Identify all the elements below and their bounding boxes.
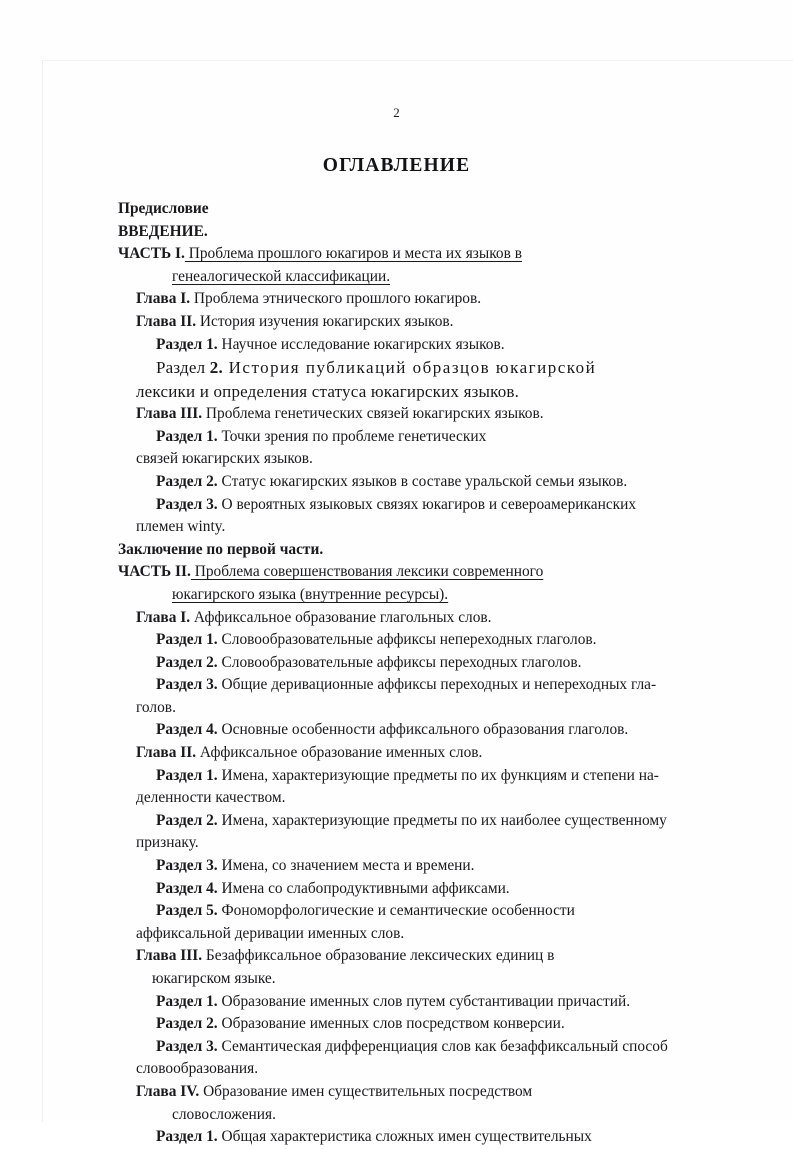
toc-entry-text: Словообразовательные аффиксы непереходных глаголов. — [217, 631, 597, 649]
toc-entry-p1-ch2-section-2 — [0, 356, 793, 380]
toc-entry-label: Глава II. — [136, 744, 197, 762]
toc-entry-label: Раздел 2. — [156, 472, 218, 490]
toc-entry-text: Образование именных слов посредством конверсии. — [217, 1015, 565, 1033]
toc-entry-p2-ch2-section-1 — [0, 765, 793, 788]
toc-entry-p2-chapter-3-continuation — [0, 968, 793, 991]
toc-entry-text: генеалогической классификации. — [172, 267, 391, 285]
toc-entry-p2-ch2-section-2-continuation — [0, 832, 793, 855]
toc-entry-preface — [0, 198, 793, 221]
toc-entry-introduction — [0, 221, 793, 244]
toc-entry-text: юкагирского языка (внутренние ресурсы). — [172, 585, 449, 603]
toc-entry-p2-chapter-2 — [0, 742, 793, 765]
toc-entry-label: Раздел 3. — [156, 676, 218, 694]
toc-entry-p2-ch2-section-1-continuation — [0, 787, 793, 810]
toc-entry-text: Общая характеристика сложных имен существительных — [217, 1128, 592, 1146]
toc-entry-text: Образование именных слов путем субстантивации причастий. — [217, 992, 631, 1010]
toc-entry-p2-chapter-3 — [0, 945, 793, 968]
toc-entry-text: Аффиксальное образование именных слов. — [196, 744, 483, 762]
toc-entry-p1-ch2-section-2-continuation — [0, 380, 793, 404]
toc-entry-text: связей юкагирских языков. — [136, 450, 313, 468]
toc-entry-conclusion-part-1 — [0, 539, 793, 562]
toc-entry-text: Проблема прошлого юкагиров и места их языков в — [184, 245, 522, 263]
toc-entry-text: деленности качеством. — [136, 789, 286, 807]
toc-entry-p1-ch3-section-3-continuation — [0, 516, 793, 539]
toc-entry-p2-ch1-section-3-continuation — [0, 697, 793, 720]
toc-entry-label: Предисловие — [118, 200, 209, 217]
toc-entry-label: Глава II. — [136, 312, 197, 330]
toc-entry-p2-ch2-section-5-continuation — [0, 923, 793, 946]
toc-entry-text: словообразования. — [136, 1060, 259, 1078]
toc-entry-part-1-continuation — [0, 266, 793, 289]
toc-entry-text: Общие деривационные аффиксы переходных и непереходных гла- — [217, 676, 657, 694]
toc-entry-p1-ch2-section-1 — [0, 334, 793, 357]
toc-entry-label: Раздел — [156, 358, 206, 378]
page-title: ОГЛАВЛЕНИЕ — [322, 155, 471, 176]
toc-entry-text: признаку. — [136, 834, 199, 852]
toc-entry-p2-chapter-1 — [0, 607, 793, 630]
table-of-contents — [0, 198, 793, 1149]
toc-entry-text: Основные особенности аффиксального образования глаголов. — [217, 721, 629, 739]
toc-entry-label: Раздел 4. — [156, 879, 218, 897]
toc-entry-p2-ch2-section-4 — [0, 878, 793, 901]
toc-entry-p1-ch3-section-3 — [0, 494, 793, 517]
toc-entry-text: лексики и определения статуса юкагирских языков. — [136, 381, 520, 401]
toc-entry-text: Точки зрения по проблеме генетических — [217, 427, 487, 445]
toc-entry-label: ЧАСТЬ I. — [118, 245, 185, 263]
toc-entry-p2-ch3-section-2 — [0, 1013, 793, 1036]
toc-entry-text: Фономорфологические и семантические особенности — [217, 902, 575, 920]
toc-entry-text: Аффиксальное образование глагольных слов. — [190, 608, 492, 626]
toc-entry-p2-ch3-section-3 — [0, 1036, 793, 1059]
toc-entry-text: Статус юкагирских языков в составе уральской семьи языков. — [217, 472, 628, 490]
toc-entry-p1-ch3-section-2 — [0, 471, 793, 494]
toc-entry-part-2 — [0, 561, 793, 584]
toc-entry-p2-ch1-section-3 — [0, 674, 793, 697]
toc-entry-label: Глава IV. — [136, 1082, 200, 1100]
toc-entry-p2-ch4-section-1 — [0, 1126, 793, 1149]
toc-entry-label: Заключение по первой части. — [118, 540, 324, 558]
toc-entry-p2-ch2-section-2 — [0, 810, 793, 833]
toc-entry-label: Раздел 1. — [156, 766, 218, 784]
toc-entry-text: Проблема этнического прошлого юкагиров. — [190, 290, 482, 308]
toc-entry-p2-ch1-section-1 — [0, 629, 793, 652]
toc-entry-label: Раздел 1. — [156, 427, 218, 445]
toc-entry-text: История изучения юкагирских языков. — [196, 312, 454, 330]
toc-entry-label: Раздел 3. — [156, 857, 218, 875]
toc-entry-label: Раздел 1. — [156, 335, 218, 353]
toc-entry-label: ВВЕДЕНИЕ. — [118, 222, 208, 240]
page-number: 2 — [393, 105, 400, 120]
toc-entry-label: Раздел 1. — [156, 992, 218, 1010]
toc-entry-text: История публикаций образцов юкагирской — [222, 358, 597, 378]
toc-entry-number: 2. — [205, 358, 223, 378]
toc-entry-text: Имена, характеризующие предметы по их функциям и степени на- — [217, 766, 659, 784]
toc-entry-p1-chapter-3 — [0, 403, 793, 426]
toc-entry-text: племен winty. — [136, 518, 226, 536]
toc-entry-p2-ch1-section-2 — [0, 652, 793, 675]
toc-entry-label: Раздел 3. — [156, 1037, 218, 1055]
toc-entry-p2-ch3-section-1 — [0, 991, 793, 1014]
toc-entry-p1-chapter-2 — [0, 311, 793, 334]
toc-entry-p1-ch3-section-1 — [0, 426, 793, 449]
toc-entry-label: Глава I. — [136, 608, 191, 626]
toc-entry-text: Имена, со значением места и времени. — [217, 857, 475, 875]
toc-entry-text: Проблема генетических связей юкагирских языков. — [202, 405, 544, 423]
toc-entry-text: Словообразовательные аффиксы переходных глаголов. — [217, 653, 582, 671]
toc-entry-label: Глава I. — [136, 290, 191, 308]
toc-entry-text: голов. — [136, 698, 176, 716]
toc-entry-label: Раздел 2. — [156, 1015, 218, 1033]
toc-entry-p2-ch2-section-3 — [0, 855, 793, 878]
toc-entry-text: Безаффиксальное образование лексических единиц в — [202, 947, 555, 965]
toc-entry-text: аффиксальной деривации именных слов. — [136, 924, 405, 942]
toc-entry-label: Раздел 1. — [156, 1128, 218, 1146]
toc-entry-p1-chapter-1 — [0, 288, 793, 311]
toc-entry-label: ЧАСТЬ II. — [118, 563, 191, 581]
toc-entry-text: юкагирском языке. — [152, 970, 276, 987]
toc-entry-part-2-continuation — [0, 584, 793, 607]
toc-entry-text: Имена со слабопродуктивными аффиксами. — [217, 879, 510, 897]
toc-entry-p2-chapter-4 — [0, 1081, 793, 1104]
toc-entry-p2-ch1-section-4 — [0, 719, 793, 742]
toc-entry-part-1 — [0, 243, 793, 266]
toc-entry-label: Глава III. — [136, 947, 203, 965]
toc-entry-text: Семантическая дифференциация слов как безаффиксальный способ — [217, 1037, 668, 1055]
toc-entry-text: О вероятных языковых связях юкагиров и североамериканских — [217, 495, 637, 513]
toc-entry-text: словосложения. — [172, 1105, 276, 1123]
toc-entry-label: Раздел 5. — [156, 902, 218, 920]
toc-entry-p2-chapter-4-continuation — [0, 1104, 793, 1127]
toc-entry-label: Раздел 1. — [156, 631, 218, 649]
toc-entry-p2-ch3-section-3-continuation — [0, 1058, 793, 1081]
toc-entry-label: Раздел 4. — [156, 721, 218, 739]
toc-entry-p2-ch2-section-5 — [0, 900, 793, 923]
toc-entry-label: Раздел 3. — [156, 495, 218, 513]
scan-edge-top — [42, 60, 793, 61]
toc-entry-label: Глава III. — [136, 405, 203, 423]
toc-entry-text: Проблема совершенствования лексики современного — [190, 563, 544, 581]
toc-entry-label: Раздел 2. — [156, 653, 218, 671]
toc-entry-label: Раздел 2. — [156, 811, 218, 829]
toc-entry-text: Имена, характеризующие предметы по их наиболее существенному — [217, 811, 667, 829]
toc-entry-text: Образование имен существительных посредством — [199, 1082, 533, 1100]
toc-entry-text: Научное исследование юкагирских языков. — [217, 335, 505, 353]
toc-entry-p1-ch3-section-1-continuation — [0, 448, 793, 471]
